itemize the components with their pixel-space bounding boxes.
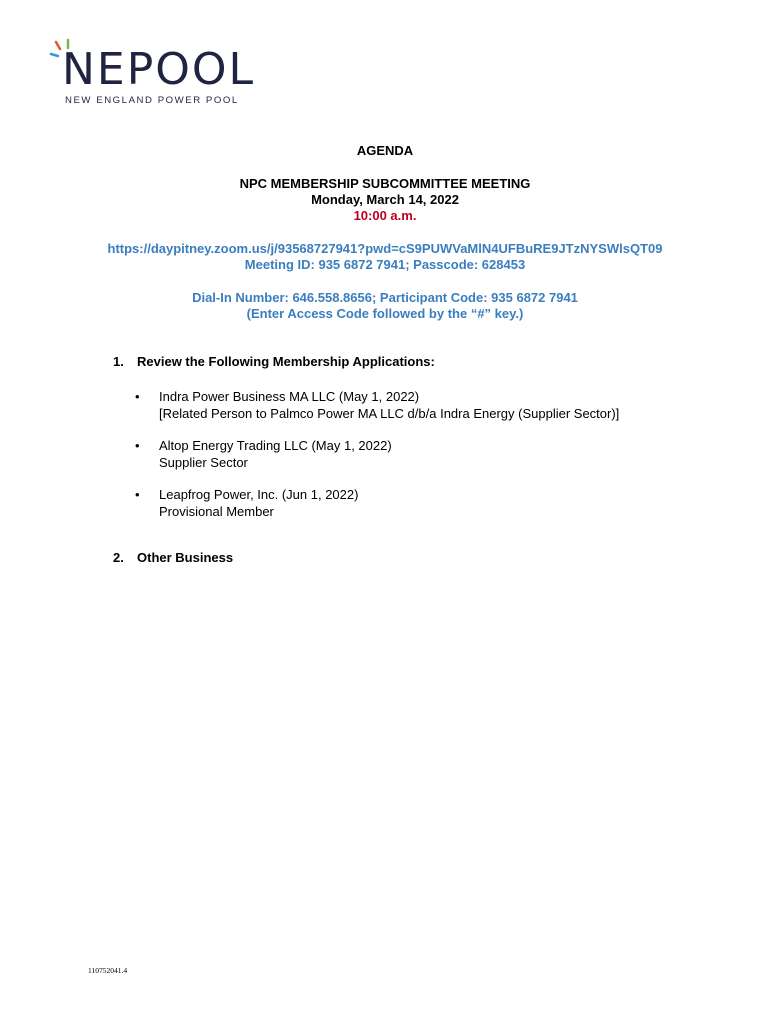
agenda-item-title: Review the Following Membership Applications: — [137, 354, 435, 369]
agenda-title: AGENDA — [356, 143, 414, 158]
document-number: 110752041.4 — [88, 966, 128, 975]
access-code-note: (Enter Access Code followed by the “#” key.) — [246, 306, 524, 321]
agenda-item-title: Other Business — [137, 550, 234, 565]
agenda-item-number: 1. — [113, 354, 124, 369]
agenda-item-number: 2. — [113, 550, 124, 565]
dial-in-number: Dial-In Number: 646.558.8656; Participant Code: 935 6872 7941 — [192, 290, 578, 305]
agenda-item-1 — [113, 354, 435, 370]
application-detail: Supplier Sector — [159, 455, 248, 470]
meeting-date: Monday, March 14, 2022 — [311, 192, 459, 207]
logo-tagline: NEW ENGLAND POWER POOL — [65, 95, 239, 106]
bullet-icon: • — [135, 487, 140, 502]
application-name: Indra Power Business MA LLC (May 1, 2022) — [159, 389, 420, 404]
logo-wordmark: NEPOOL — [62, 44, 256, 95]
bullet-icon: • — [135, 389, 140, 404]
meeting-time: 10:00 a.m. — [353, 208, 417, 223]
application-detail: Provisional Member — [159, 504, 274, 519]
meeting-name: NPC MEMBERSHIP SUBCOMMITTEE MEETING — [239, 176, 531, 191]
application-name: Leapfrog Power, Inc. (Jun 1, 2022) — [159, 487, 359, 502]
zoom-link[interactable]: https://daypitney.zoom.us/j/93568727941?pwd=cS9PUWVaMlN4UFBuRE9JTzNYSWlsQT09 — [107, 241, 663, 256]
agenda-item-2 — [113, 550, 233, 566]
application-name: Altop Energy Trading LLC (May 1, 2022) — [159, 438, 392, 453]
meeting-id-passcode: Meeting ID: 935 6872 7941; Passcode: 628453 — [244, 257, 526, 272]
bullet-icon: • — [135, 438, 140, 453]
application-detail: [Related Person to Palmco Power MA LLC d/b/a Indra Energy (Supplier Sector)] — [159, 406, 620, 421]
nepool-logo — [48, 38, 256, 108]
